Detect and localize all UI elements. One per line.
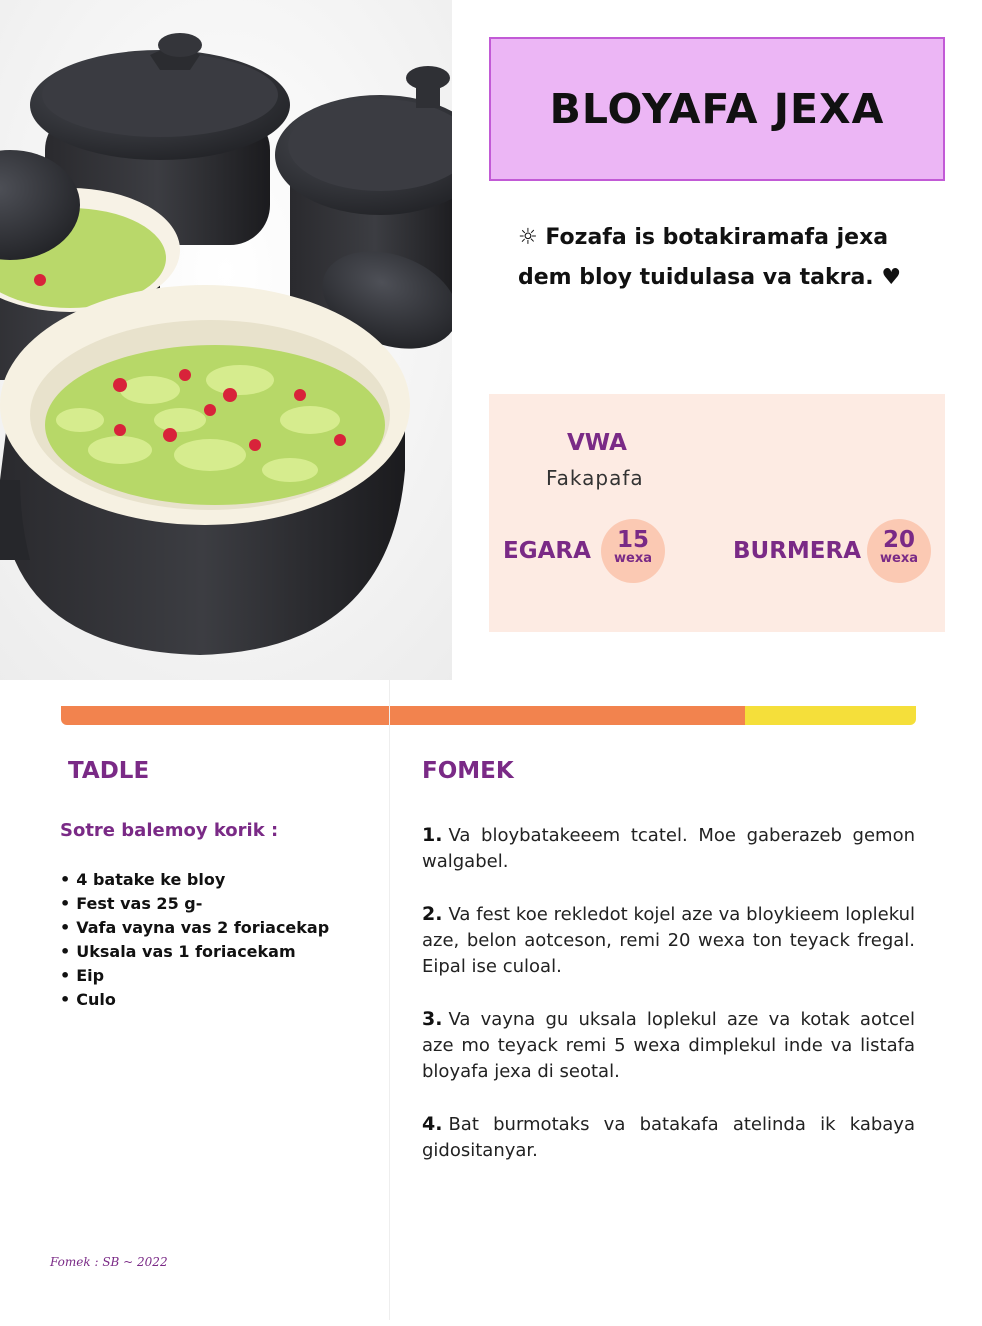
title-box xyxy=(489,37,945,181)
cook-time-badge xyxy=(867,519,931,583)
method-step xyxy=(422,1006,915,1085)
prep-time-value: 15 xyxy=(616,527,649,553)
ingredients-subtitle: Sotre balemoy korik : xyxy=(60,820,279,841)
method-step xyxy=(422,1111,915,1164)
ingredient-item: • Culo xyxy=(60,988,329,1012)
cook-time-unit: wexa xyxy=(880,551,918,566)
cook-time-value: 20 xyxy=(882,527,915,553)
ingredient-item: • Uksala vas 1 foriacekam xyxy=(60,940,329,964)
step-text: Bat burmotaks va batakafa atelinda ik kabaya gidositanyar. xyxy=(422,1114,915,1161)
divider-bar xyxy=(61,706,916,725)
step-number: 2. xyxy=(422,903,443,925)
recipe-title: BLOYAFA JEXA xyxy=(549,85,885,133)
column-divider xyxy=(389,680,390,1320)
step-text: Va fest koe rekledot kojel aze va bloykieem loplekul aze, belon aotceson, remi 20 wexa ton teyack fregal. Eipal ise culoal. xyxy=(422,904,915,977)
ingredient-item: • 4 batake ke bloy xyxy=(60,868,329,892)
recipe-photo xyxy=(0,0,452,680)
method-title: FOMEK xyxy=(422,758,514,784)
divider-bar-yellow xyxy=(745,706,916,725)
ingredient-item: • Vafa vayna vas 2 foriacekap xyxy=(60,916,329,940)
prep-time-label: EGARA xyxy=(503,538,591,564)
difficulty-label: VWA xyxy=(567,430,627,456)
step-number: 1. xyxy=(422,824,443,846)
method-step xyxy=(422,822,915,875)
cocotte-illustration xyxy=(0,0,452,680)
ingredient-item: • Eip xyxy=(60,964,329,988)
cook-time-label: BURMERA xyxy=(733,538,862,564)
prep-time-unit: wexa xyxy=(614,551,652,566)
step-text: Va bloybatakeeem tcatel. Moe gaberazeb gemon walgabel. xyxy=(422,825,915,872)
step-text: Va vayna gu uksala loplekul aze va kotak aotcel aze mo teyack remi 5 wexa dimplekul inde va listafa bloyafa jexa di seotal. xyxy=(422,1009,915,1082)
ingredient-item: • Fest vas 25 g- xyxy=(60,892,329,916)
recipe-info-box xyxy=(489,394,945,632)
step-number: 4. xyxy=(422,1113,443,1135)
step-number: 3. xyxy=(422,1008,443,1030)
method-steps xyxy=(422,822,915,1190)
intro-sentence: Fozafa is botakiramafa jexa dem bloy tuidulasa va takra. xyxy=(518,225,889,290)
intro-text xyxy=(518,218,928,298)
divider-bar-orange xyxy=(61,706,745,725)
footer-credit: Fomek : SB ~ 2022 xyxy=(50,1255,168,1269)
difficulty-value: Fakapafa xyxy=(546,466,644,490)
ingredients-list xyxy=(60,868,329,1012)
ingredients-title: TADLE xyxy=(68,758,150,784)
heart-icon: ♥ xyxy=(881,265,902,290)
prep-time-badge xyxy=(601,519,665,583)
sun-icon: ☼ xyxy=(518,225,538,250)
method-step xyxy=(422,901,915,980)
